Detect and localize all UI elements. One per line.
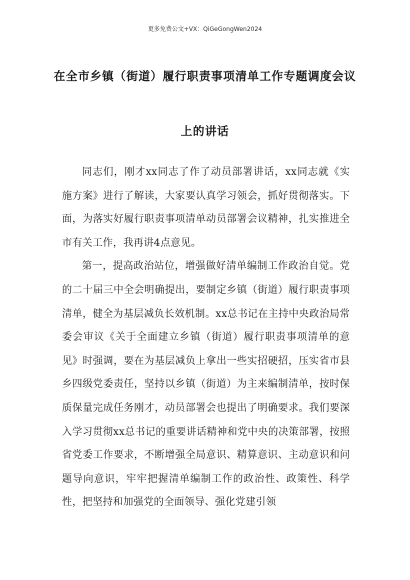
document-title: 在全市乡镇（街道）履行职责事项清单工作专题调度会议 [53,69,357,83]
document-subtitle: 上的讲话 [180,124,230,138]
header-note: 更多免费公文+VX：QiGeGongWen2024 [147,26,263,33]
paragraph-opening: 同志们，刚才xx同志了作了动员部署讲话，xx同志就《实施方案》进行了解读，大家要认真学习领会，抓好贯彻落实。下面，为落实好履行职责事项清单动员部署会议精神，扎实推进全市有关工作，我再讲4点意见。 [62,167,350,249]
document-body [62,161,350,515]
paragraph-point-one: 第一，提高政治站位，增强做好清单编制工作政治自觉。党的二十届三中全会明确提出，要制定乡镇（街道）履行职责事项清单，健全为基层减负长效机制。xx总书记在主持中央政治局常委会审议《关于全面建立乡镇（街道）履行职责事项清单的意见》时强调，要在为基层减负上拿出一些实招硬招，压实省市县乡四级党委责任，坚持以乡镇（街道）为主来编制清单，按时保质保量完成任务刚才，动员部署会也提出了明确要求。我们要深入学习贯彻xx总书记的重要讲话精神和党中央的决策部署，按照省党委工作要求，不断增强全局意识、精算意识、主动意识和问题导向意识，牢牢把握清单编制工作的政治性、政策性、科学性，把坚持和加强党的全面领导、强化党建引领 [62,261,350,509]
